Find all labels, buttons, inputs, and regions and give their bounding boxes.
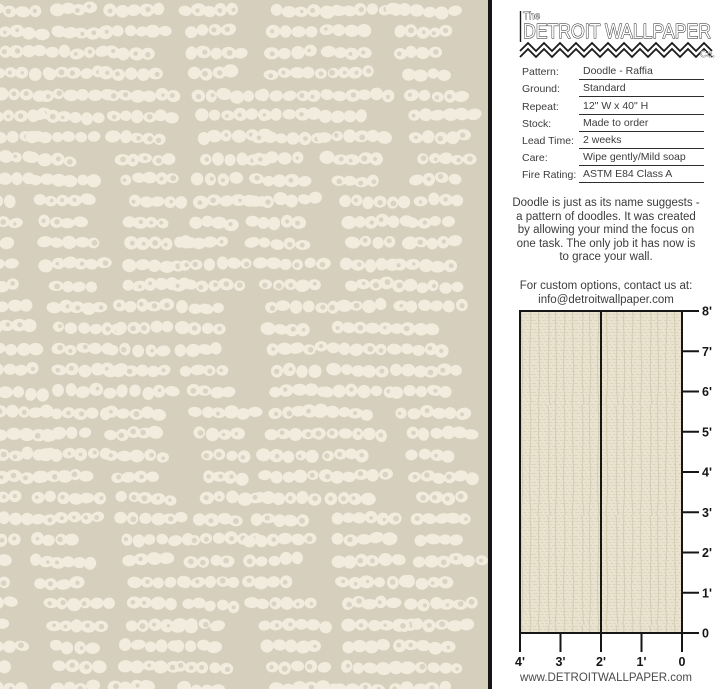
contact-email: info@detroitwallpaper.com <box>538 293 674 306</box>
spec-label: Lead Time: <box>522 134 574 147</box>
height-tick-label: 2' <box>702 546 712 560</box>
width-tick-label: 2' <box>596 655 606 669</box>
spec-value: Made to order <box>579 117 704 132</box>
height-tick-label: 4' <box>702 465 712 480</box>
width-tick-label: 4' <box>515 655 525 669</box>
height-ticks <box>682 305 712 641</box>
logo-the: The <box>523 11 541 22</box>
scale-diagram <box>492 295 720 689</box>
height-tick-label: 0 <box>702 626 709 641</box>
spec-value: Standard <box>579 82 704 97</box>
website-url: www.DETROITWALLPAPER.com <box>520 672 692 684</box>
spec-value: ASTM E84 Class A <box>579 168 704 183</box>
spec-value: 2 weeks <box>579 134 704 149</box>
spec-row-leadtime <box>522 132 704 149</box>
spec-label: Pattern: <box>522 66 559 79</box>
spec-label: Care: <box>522 152 548 165</box>
spec-value: Doodle - Raffia <box>579 65 704 80</box>
spec-value: 12" W x 40" H <box>579 100 704 115</box>
product-description <box>494 197 718 265</box>
height-tick-label: 6' <box>702 385 712 399</box>
spec-row-repeat <box>522 97 704 114</box>
spec-row-care <box>522 149 704 166</box>
spec-value: Wipe gently/Mild soap <box>579 151 704 166</box>
spec-label: Stock: <box>522 117 552 130</box>
contact-line: For custom options, contact us at: <box>519 280 693 292</box>
height-tick-label: 5' <box>702 425 712 440</box>
spec-row-stock <box>522 115 704 132</box>
height-tick-label: 8' <box>702 304 712 319</box>
spec-label: Repeat: <box>522 100 559 113</box>
logo-chevron-band <box>520 43 712 57</box>
description-line: Doodle is just as its name suggests - <box>512 197 700 209</box>
width-tick-label: 0 <box>678 655 686 669</box>
description-line: to grace your wall. <box>559 251 653 264</box>
spec-table <box>522 63 704 183</box>
spec-label: Fire Rating: <box>522 169 577 182</box>
spec-row-firerating <box>522 166 704 183</box>
height-tick-label: 1' <box>702 586 712 601</box>
description-line: by allowing your mind the focus on <box>517 224 695 237</box>
width-tick-label: 3' <box>555 655 566 669</box>
wall-panel <box>520 311 682 633</box>
brand-logo <box>514 6 720 64</box>
logo-co: Co. <box>700 49 715 60</box>
height-tick-label: 3' <box>702 505 712 520</box>
spec-label: Ground: <box>522 83 560 96</box>
width-tick-label: 1' <box>636 655 647 669</box>
spec-row-ground <box>522 80 704 97</box>
description-line: a pattern of doodles. It was created <box>516 210 696 223</box>
height-tick-label: 7' <box>702 344 712 359</box>
description-line: one task. The only job it has now is <box>516 237 696 250</box>
width-ticks <box>515 633 685 669</box>
spec-row-pattern <box>522 63 704 80</box>
logo-wordmark: DETROIT WALLPAPER <box>523 21 711 43</box>
